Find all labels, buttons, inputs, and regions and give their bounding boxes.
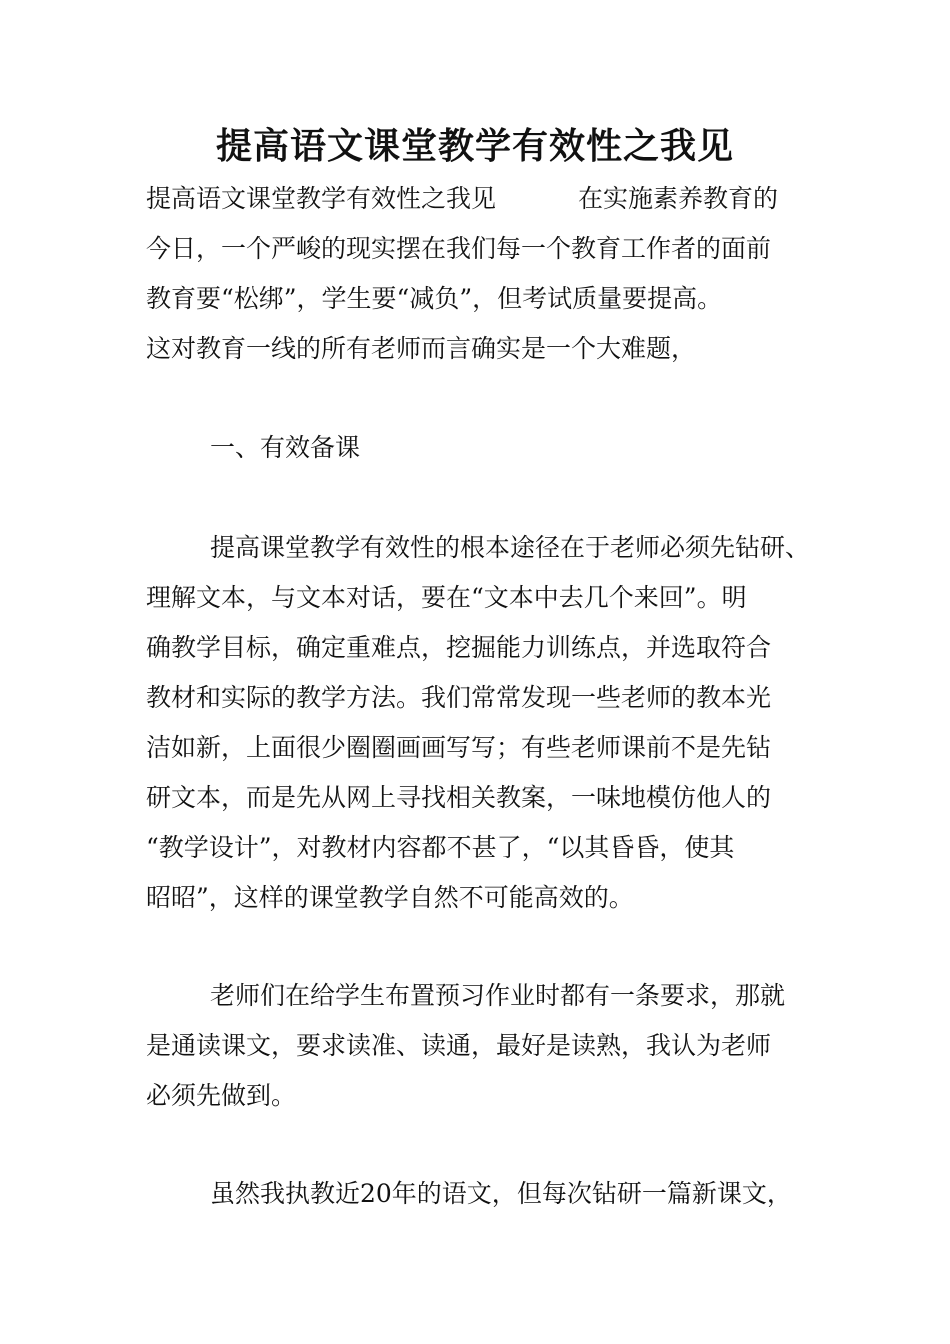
section-heading (146, 423, 826, 473)
paragraph-line: “教学设计”，对教材内容都不甚了，“以其昏昏，使其 (146, 833, 735, 862)
paragraph-line: 必须先做到。 (146, 1081, 297, 1110)
intro-paragraph (146, 174, 826, 374)
paragraph-line: 教材和实际的教学方法。我们常常发现一些老师的教本光 (146, 683, 772, 712)
paragraph-line: 昭昭”，这样的课堂教学自然不可能高效的。 (146, 883, 634, 912)
paragraph-1 (146, 523, 826, 923)
intro-line: 提高语文课堂教学有效性之我见 在实施素养教育的 (146, 184, 779, 213)
paragraph-line: 老师们在给学生布置预习作业时都有一条要求，那就 (210, 981, 786, 1010)
document-title: 提高语文课堂教学有效性之我见 (215, 126, 734, 167)
paragraph-line: 理解文本，与文本对话，要在“文本中去几个来回”。明 (146, 583, 747, 612)
paragraph-line: 虽然我执教近20年的语文，但每次钻研一篇新课文， (210, 1179, 792, 1208)
section-heading-text: 一、有效备课 (210, 433, 361, 462)
paragraph-line: 研文本，而是先从网上寻找相关教案，一味地模仿他人的 (146, 783, 772, 812)
paragraph-2 (146, 971, 826, 1121)
intro-line: 今日，一个严峻的现实摆在我们每一个教育工作者的面前 (146, 234, 772, 263)
paragraph-line: 提高课堂教学有效性的根本途径在于老师必须先钻研、 (210, 533, 811, 562)
paragraph-line: 确教学目标，确定重难点，挖掘能力训练点，并选取符合 (146, 633, 772, 662)
intro-line: 这对教育一线的所有老师而言确实是一个大难题， (146, 334, 697, 363)
paragraph-line: 洁如新，上面很少圈圈画画写写；有些老师课前不是先钻 (146, 733, 772, 762)
paragraph-line: 是通读课文，要求读准、读通，最好是读熟，我认为老师 (146, 1031, 772, 1060)
intro-line: 教育要“松绑”，学生要“减负”，但考试质量要提高。 (146, 284, 723, 313)
paragraph-3 (146, 1169, 826, 1219)
